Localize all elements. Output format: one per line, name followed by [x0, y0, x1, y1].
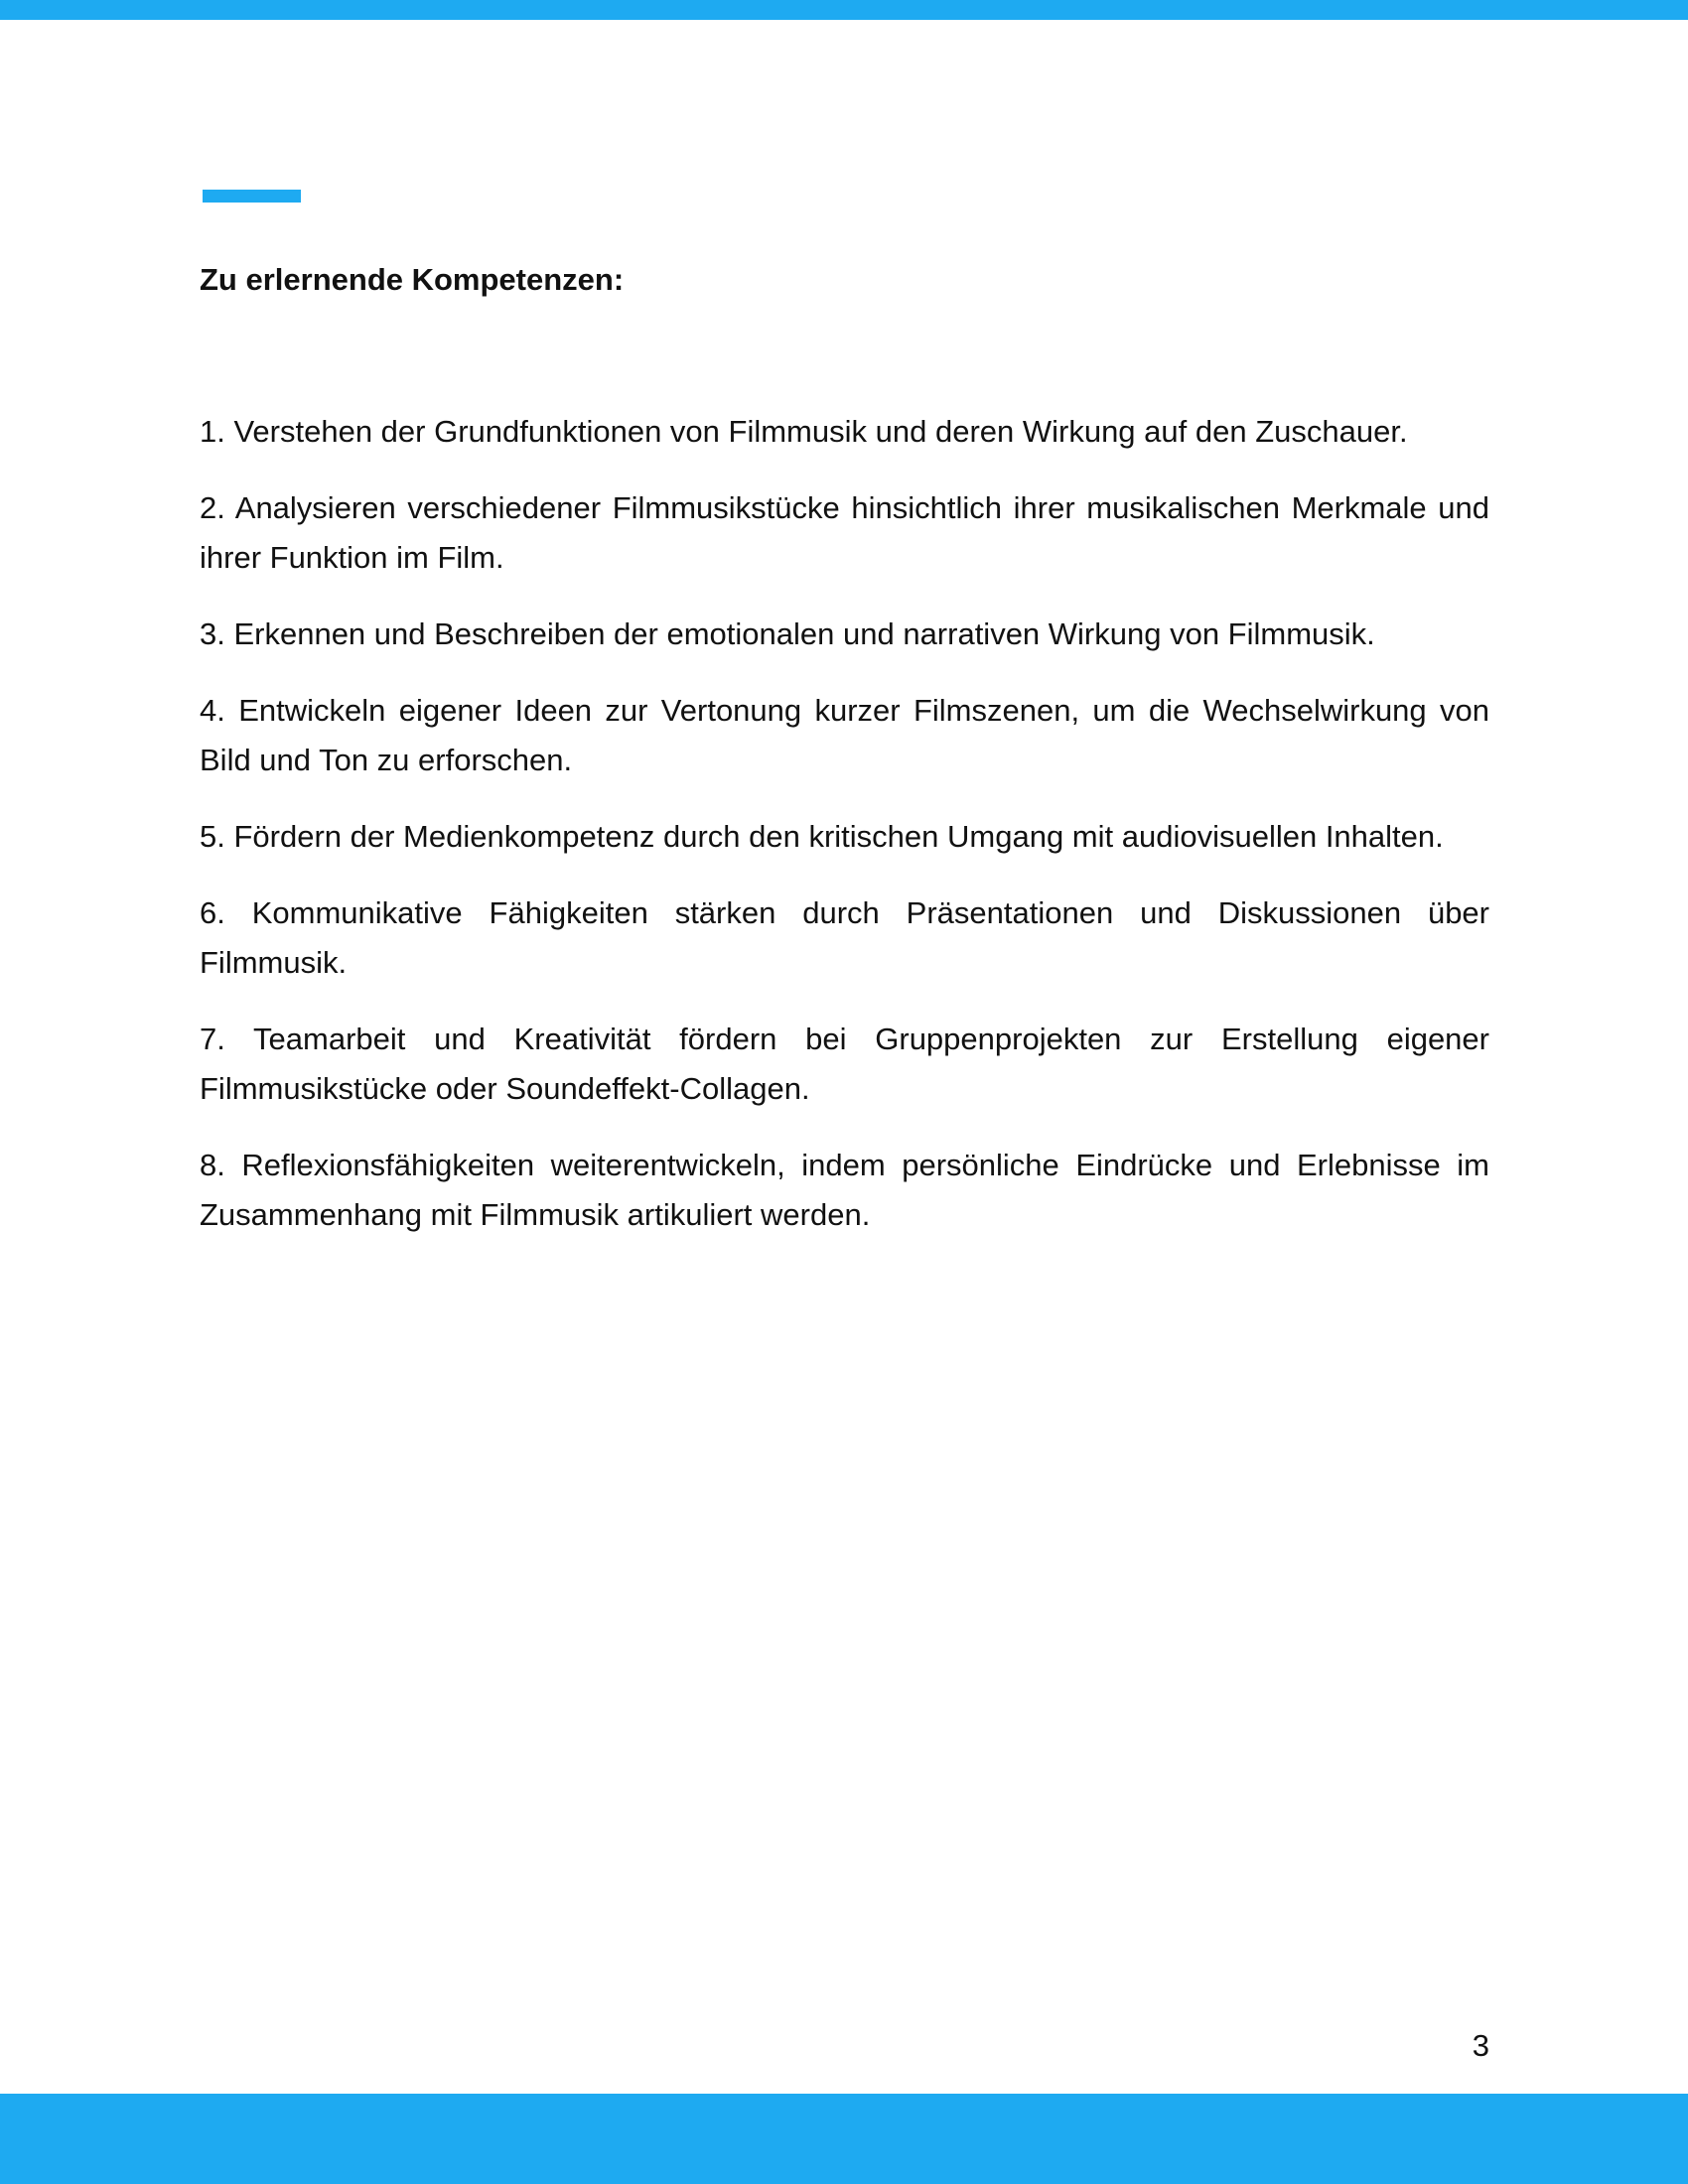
competency-item-4: 4. Entwickeln eigener Ideen zur Vertonung kurzer Filmszenen, um die Wechselwirkung von Bild und Ton zu erforschen. [200, 693, 1489, 777]
heading-accent-rule [203, 190, 301, 203]
top-accent-bar [0, 0, 1688, 20]
competency-item-1: 1. Verstehen der Grundfunktionen von Filmmusik und deren Wirkung auf den Zuschauer. [200, 414, 1408, 449]
competency-item-3: 3. Erkennen und Beschreiben der emotionalen und narrativen Wirkung von Filmmusik. [200, 616, 1375, 651]
competency-list [200, 407, 1489, 1267]
competency-item-5: 5. Fördern der Medienkompetenz durch den kritischen Umgang mit audiovisuellen Inhalten. [200, 819, 1444, 854]
bottom-accent-bar [0, 2094, 1688, 2184]
section-heading: Zu erlernende Kompetenzen: [200, 262, 625, 297]
competency-item-7: 7. Teamarbeit und Kreativität fördern bei Gruppenprojekten zur Erstellung eigener Filmmusikstücke oder Soundeffekt-Collagen. [200, 1022, 1489, 1106]
competency-item-6: 6. Kommunikative Fähigkeiten stärken durch Präsentationen und Diskussionen über Filmmusik. [200, 895, 1489, 980]
page-number: 3 [1472, 2028, 1489, 2063]
competency-item-8: 8. Reflexionsfähigkeiten weiterentwickeln, indem persönliche Eindrücke und Erlebnisse im Zusammenhang mit Filmmusik artikuliert werden. [200, 1148, 1489, 1232]
competency-item-2: 2. Analysieren verschiedener Filmmusikstücke hinsichtlich ihrer musikalischen Merkmale und ihrer Funktion im Film. [200, 490, 1489, 575]
